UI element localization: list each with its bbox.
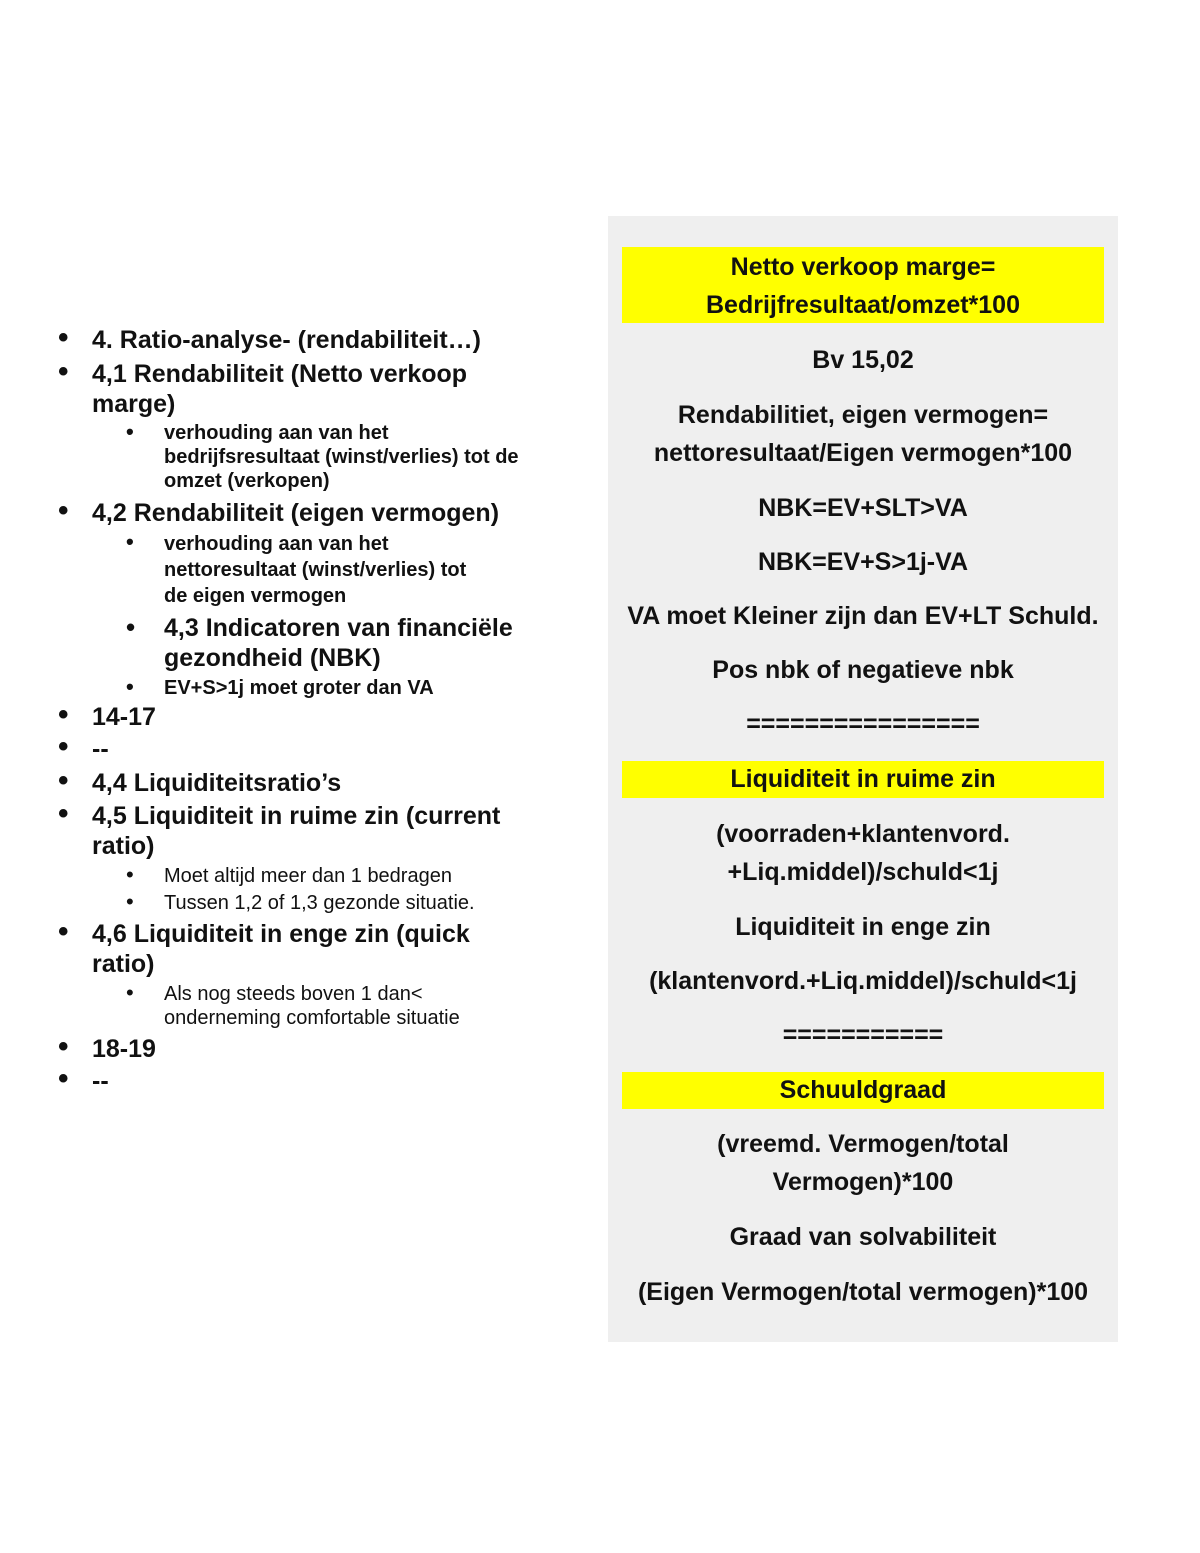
list-item xyxy=(58,768,578,798)
formula-heading: Netto verkoop marge= xyxy=(730,253,996,281)
list-item-text: -- xyxy=(92,1067,109,1095)
list-subitem xyxy=(58,891,578,915)
list-item-text: Als nog steeds boven 1 dan< xyxy=(164,983,423,1005)
list-item-text: ratio) xyxy=(92,950,155,978)
list-item xyxy=(58,498,578,528)
list-item xyxy=(58,702,578,732)
list-subitem xyxy=(58,421,578,493)
formula-text: NBK=EV+S>1j-VA xyxy=(757,548,969,576)
list-item-text: Tussen 1,2 of 1,3 gezonde situatie. xyxy=(164,892,475,914)
list-item-text: onderneming comfortable situatie xyxy=(164,1007,460,1029)
formula-heading: Rendabilitiet, eigen vermogen= xyxy=(677,401,1049,429)
list-item xyxy=(58,1066,578,1096)
list-subitem xyxy=(58,613,578,673)
formula-text: VA moet Kleiner zijn dan EV+LT Schuld. xyxy=(627,602,1099,630)
list-item-text: marge) xyxy=(92,390,176,418)
formula-text: Vermogen)*100 xyxy=(772,1168,954,1196)
list-item xyxy=(58,359,578,419)
formula-text: +Liq.middel)/schuld<1j xyxy=(727,858,999,886)
list-subitem xyxy=(58,531,578,609)
formula-text: (voorraden+klantenvord. xyxy=(716,820,1010,848)
formula-text: (vreemd. Vermogen/total xyxy=(717,1130,1009,1158)
list-subitem xyxy=(58,676,578,700)
list-item xyxy=(58,1034,578,1064)
list-item xyxy=(58,801,578,861)
list-item-text: 4. Ratio-analyse- (rendabiliteit…) xyxy=(92,326,481,354)
separator: =========== xyxy=(782,1021,944,1049)
list-item-text: verhouding aan van het xyxy=(164,422,389,444)
list-item-text: bedrijfsresultaat (winst/verlies) tot de xyxy=(164,446,519,468)
formula-panel xyxy=(608,216,1118,1342)
list-subitem xyxy=(58,864,578,888)
list-item-text: ratio) xyxy=(92,832,155,860)
list-item-text: 4,6 Liquiditeit in enge zin (quick xyxy=(92,920,470,948)
formula-heading: Schuuldgraad xyxy=(779,1076,947,1104)
formula-text: Pos nbk of negatieve nbk xyxy=(712,656,1014,684)
list-item-text: nettoresultaat (winst/verlies) tot xyxy=(164,559,467,581)
list-item xyxy=(58,325,578,355)
list-item-text: 14-17 xyxy=(92,703,156,731)
list-item-text: 4,4 Liquiditeitsratio’s xyxy=(92,769,342,797)
outline-list xyxy=(58,323,578,1096)
list-item-text: -- xyxy=(92,735,109,763)
list-item-text: de eigen vermogen xyxy=(164,585,347,607)
formula-text: (klantenvord.+Liq.middel)/schuld<1j xyxy=(649,967,1077,995)
list-item-text: 4,3 Indicatoren van financiële xyxy=(164,614,513,642)
formula-text: (Eigen Vermogen/total vermogen)*100 xyxy=(637,1278,1089,1306)
list-item-text: EV+S>1j moet groter dan VA xyxy=(164,677,434,699)
separator: ================ xyxy=(746,710,980,738)
formula-text: nettoresultaat/Eigen vermogen*100 xyxy=(653,439,1073,467)
formula-heading: Liquiditeit in ruime zin xyxy=(730,765,996,793)
formula-text: NBK=EV+SLT>VA xyxy=(758,494,968,522)
list-item-text: omzet (verkopen) xyxy=(164,470,330,492)
list-item-text: 18-19 xyxy=(92,1035,156,1063)
list-item-text: gezondheid (NBK) xyxy=(164,644,381,672)
list-item-text: verhouding aan van het xyxy=(164,533,389,555)
list-item xyxy=(58,734,578,764)
list-item xyxy=(58,919,578,979)
list-item-text: 4,5 Liquiditeit in ruime zin (current xyxy=(92,802,501,830)
formula-text: Bedrijfresultaat/omzet*100 xyxy=(705,291,1020,319)
list-item-text: 4,1 Rendabiliteit (Netto verkoop xyxy=(92,360,468,388)
list-item-text: Moet altijd meer dan 1 bedragen xyxy=(164,865,452,887)
formula-heading: Liquiditeit in enge zin xyxy=(735,913,991,941)
list-item-text: 4,2 Rendabiliteit (eigen vermogen) xyxy=(92,499,500,527)
list-subitem xyxy=(58,982,578,1030)
formula-heading: Graad van solvabiliteit xyxy=(729,1223,997,1251)
example-value: Bv 15,02 xyxy=(812,346,914,374)
